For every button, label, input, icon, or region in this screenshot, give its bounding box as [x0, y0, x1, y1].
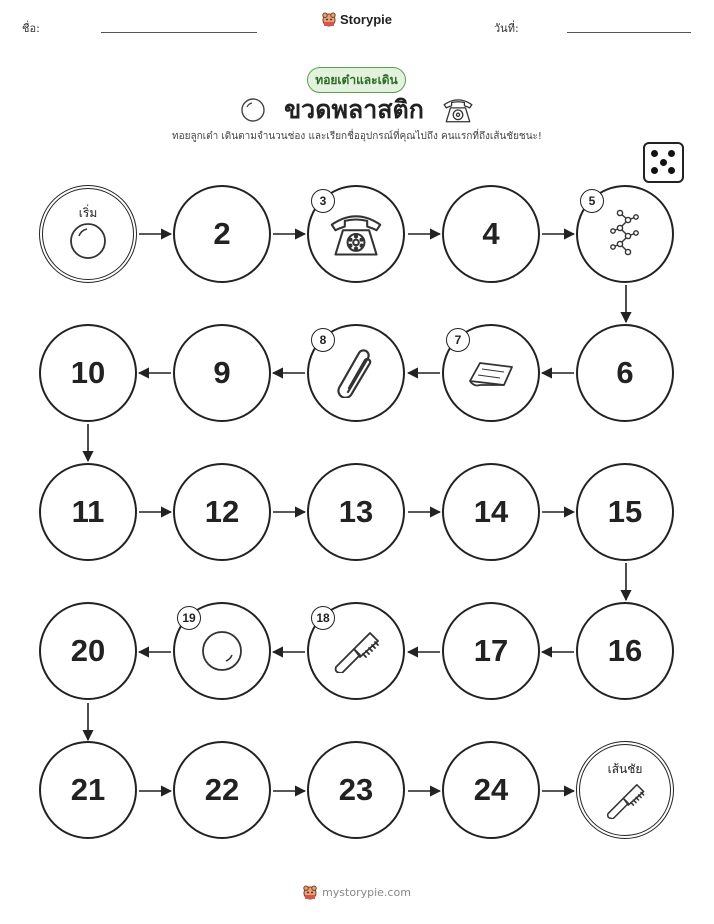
square-number: 9 — [213, 355, 231, 390]
square-number: 4 — [482, 216, 500, 251]
board-square-5 — [576, 185, 674, 283]
telephone-icon — [328, 209, 384, 259]
board-square-4 — [442, 185, 540, 283]
square-number: 10 — [70, 355, 106, 390]
square-number-badge: 18 — [311, 606, 335, 630]
square-number: 15 — [607, 494, 643, 529]
board-square-9 — [173, 324, 271, 422]
board-square-24 — [442, 741, 540, 839]
board-square-15 — [576, 463, 674, 561]
board-square-11 — [39, 463, 137, 561]
footer — [0, 885, 714, 904]
name-label: ชื่อ: — [22, 22, 40, 35]
bubble-icon — [200, 629, 244, 673]
footer-site[interactable]: mystorypie.com — [322, 886, 411, 899]
brand-name: Storypie — [339, 12, 392, 27]
square-number: 16 — [607, 633, 643, 668]
board-square-22 — [173, 741, 271, 839]
square-number-badge: 3 — [311, 189, 335, 213]
square-number: 23 — [338, 772, 374, 807]
square-number: 6 — [616, 355, 634, 390]
square-number: 22 — [204, 772, 240, 807]
board-square-17 — [442, 602, 540, 700]
square-number-badge: 19 — [177, 606, 201, 630]
square-number: 2 — [213, 216, 231, 251]
cloth-icon — [466, 355, 516, 391]
board-square-6 — [576, 324, 674, 422]
square-number: 14 — [473, 494, 509, 529]
square-number: 11 — [71, 494, 105, 529]
bubble-icon — [68, 221, 108, 261]
square-number: 24 — [473, 772, 509, 807]
comb-icon — [603, 781, 647, 819]
board-square-12 — [173, 463, 271, 561]
square-number: 12 — [204, 494, 240, 529]
page-title: ขวดพลาสติก — [284, 96, 424, 124]
instructions: ทอยลูกเต๋า เดินตามจำนวนช่อง และเรียกชื่ออุปกรณ์ที่คุณไปถึง คนแรกที่ถึงเส้นชัยชนะ! — [172, 131, 542, 142]
board-square-21 — [39, 741, 137, 839]
square-number: 20 — [70, 633, 106, 668]
board-square-18 — [307, 602, 405, 700]
square-number: 21 — [70, 772, 106, 807]
board-square-13 — [307, 463, 405, 561]
square-number-badge: 5 — [580, 189, 604, 213]
square-number: 13 — [338, 494, 374, 529]
molecule-icon — [610, 208, 640, 260]
board-square-20 — [39, 602, 137, 700]
board-square-19 — [173, 602, 271, 700]
square-number-badge: 7 — [446, 328, 470, 352]
start-label: เริ่ม — [78, 206, 98, 220]
comb-icon — [330, 629, 382, 673]
board-square-10 — [39, 324, 137, 422]
finish-square — [576, 741, 674, 839]
paperclip-icon — [334, 348, 378, 398]
date-label: วันที่: — [494, 22, 519, 35]
game-type-badge: ทอยเต๋าและเดิน — [307, 67, 406, 93]
square-number-badge: 8 — [311, 328, 335, 352]
square-number: 17 — [473, 633, 509, 668]
board-square-7 — [442, 324, 540, 422]
board-square-23 — [307, 741, 405, 839]
board-square-14 — [442, 463, 540, 561]
board-square-16 — [576, 602, 674, 700]
board-square-3 — [307, 185, 405, 283]
board-square-2 — [173, 185, 271, 283]
finish-label: เส้นชัย — [607, 762, 643, 776]
start-square — [39, 185, 137, 283]
board-square-8 — [307, 324, 405, 422]
storypie-logo-icon — [303, 885, 317, 900]
